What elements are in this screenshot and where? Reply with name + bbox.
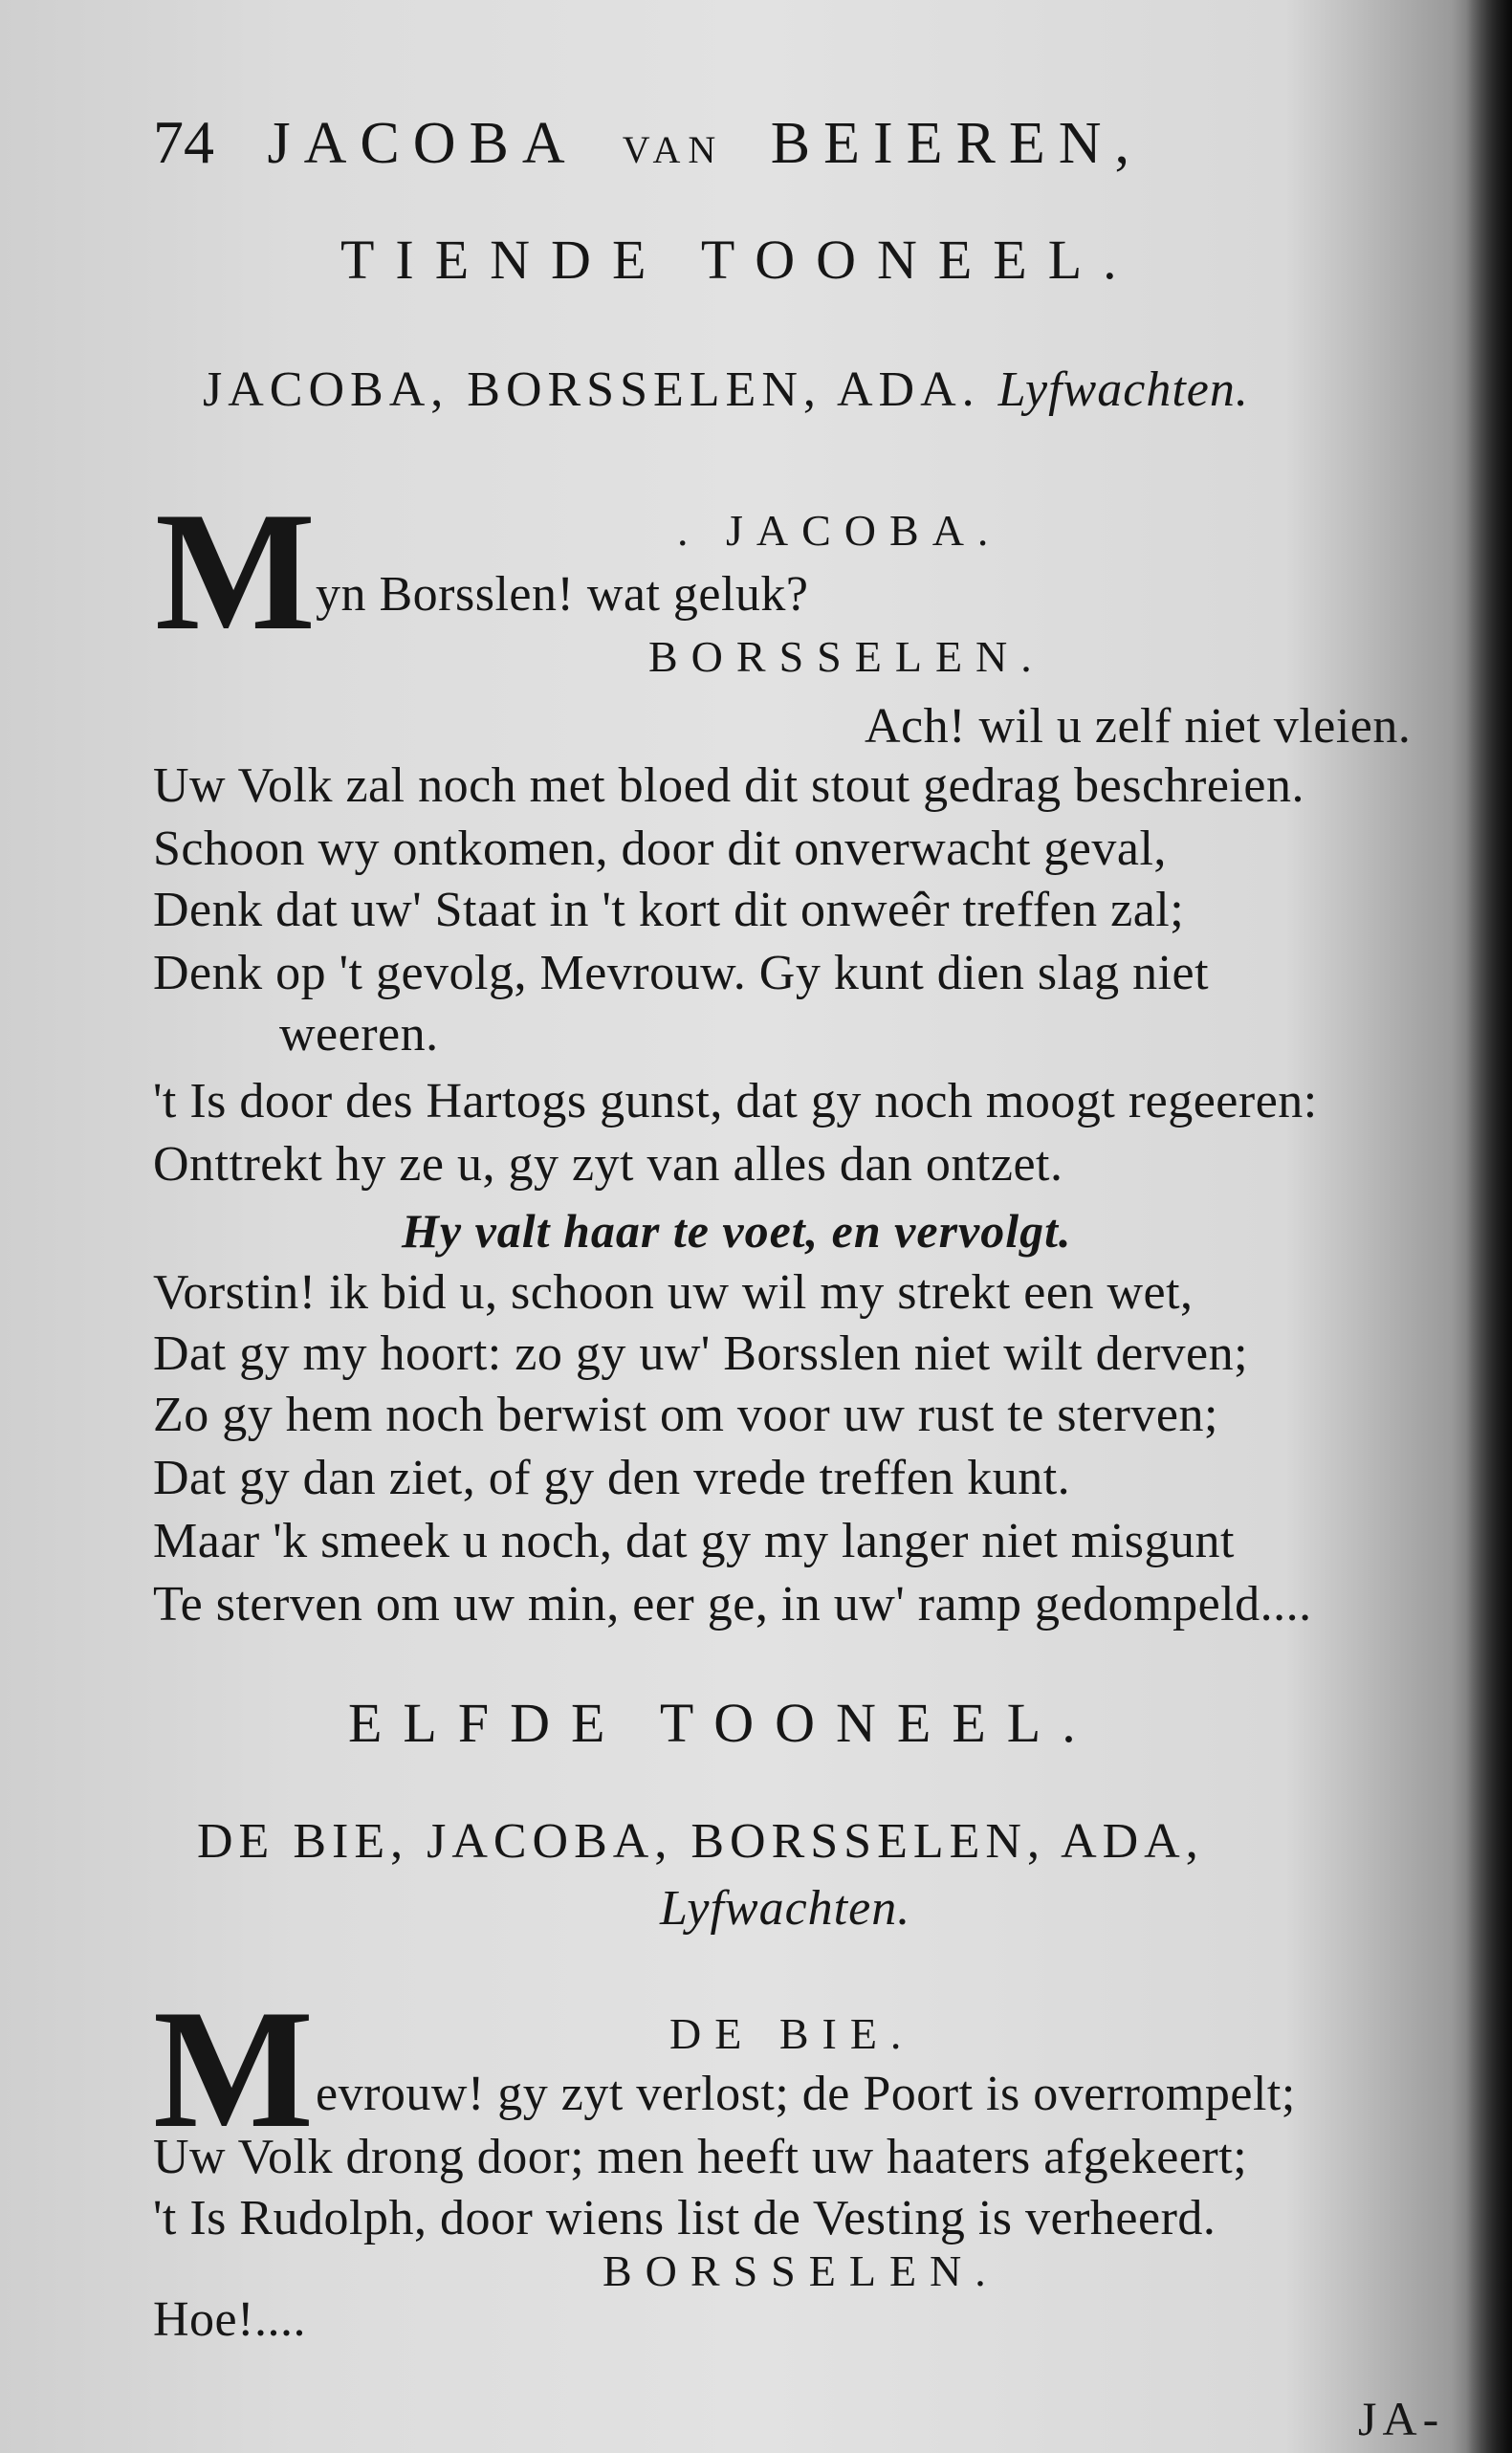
verse-line: Uw Volk drong door; men heeft uw haaters afgekeert; [153,2130,1248,2184]
verse-line: 't Is Rudolph, door wiens list de Vesting is verheerd. [153,2191,1216,2245]
verse-line: Maar 'k smeek u noch, dat gy my langer niet misgunt [153,1514,1235,1568]
verse-line: Zo gy hem noch berwist om voor uw rust te sterven; [153,1388,1218,1442]
verse-line: Denk dat uw' Staat in 't kort dit onweêr treffen zal; [153,883,1185,937]
cast-italic: Lyfwachten. [997,362,1249,417]
cast-italic: Lyfwachten. [660,1881,911,1936]
verse-line: Dat gy my hoort: zo gy uw' Borsslen niet wilt derven; [153,1326,1249,1381]
verse-line: Denk op 't gevolg, Mevrouw. Gy kunt dien slag niet [153,946,1210,1000]
catchword: JA- [1358,2392,1445,2445]
speaker-borsselen: BORSSELEN. [603,2246,999,2295]
scene-title-tiende: TIENDE TOONEEL. [340,229,1138,291]
cast-list-tiende [203,361,1249,418]
verse-line: Hoe!.... [153,2292,306,2347]
cast-list-elfde: DE BIE, JACOBA, BORSSELEN, ADA, [197,1814,1204,1869]
book-gutter-shadow [1466,0,1512,2453]
page-number: 74 [153,108,214,176]
verse-line: Schoon wy ontkomen, door dit onverwacht geval, [153,821,1167,876]
verse-line: Dat gy dan ziet, of gy den vrede treffen kunt. [153,1451,1071,1505]
verse-line: Uw Volk zal noch met bloed dit stout gedrag beschreien. [153,758,1304,813]
stage-direction: Hy valt haar te voet, en vervolgt. [402,1204,1072,1258]
verse-line: evrouw! gy zyt verlost; de Poort is overrompelt; [316,2067,1296,2121]
verse-line: weeren. [279,1007,439,1062]
drop-cap: M [155,476,317,666]
speaker-jacoba: . JACOBA. [677,506,1002,555]
verse-line: 't Is door des Hartogs gunst, dat gy noch moogt regeeren: [153,1074,1318,1128]
speaker-de-bie: DE BIE. [669,2009,915,2058]
running-header [153,107,1143,178]
verse-line: Te sterven om uw min, eer ge, in uw' ramp gedompeld.... [153,1577,1312,1632]
verse-line: Ach! wil u zelf niet vleien. [865,699,1412,754]
verse-line: yn Borsslen! wat geluk? [316,567,809,622]
cast-names: JACOBA, BORSSELEN, ADA. [203,362,980,417]
scene-title-elfde: ELFDE TOONEEL. [348,1692,1097,1754]
drop-cap: M [153,1974,315,2163]
speaker-borsselen: BORSSELEN. [648,632,1045,681]
header-title-jacoba: JACOBA [267,111,576,176]
header-title-van: VAN [622,128,724,171]
header-title-beieren: BEIEREN, [770,111,1144,176]
verse-line: Vorstin! ik bid u, schoon uw wil my strekt een wet, [153,1265,1194,1320]
verse-line: Onttrekt hy ze u, gy zyt van alles dan ontzet. [153,1137,1063,1192]
